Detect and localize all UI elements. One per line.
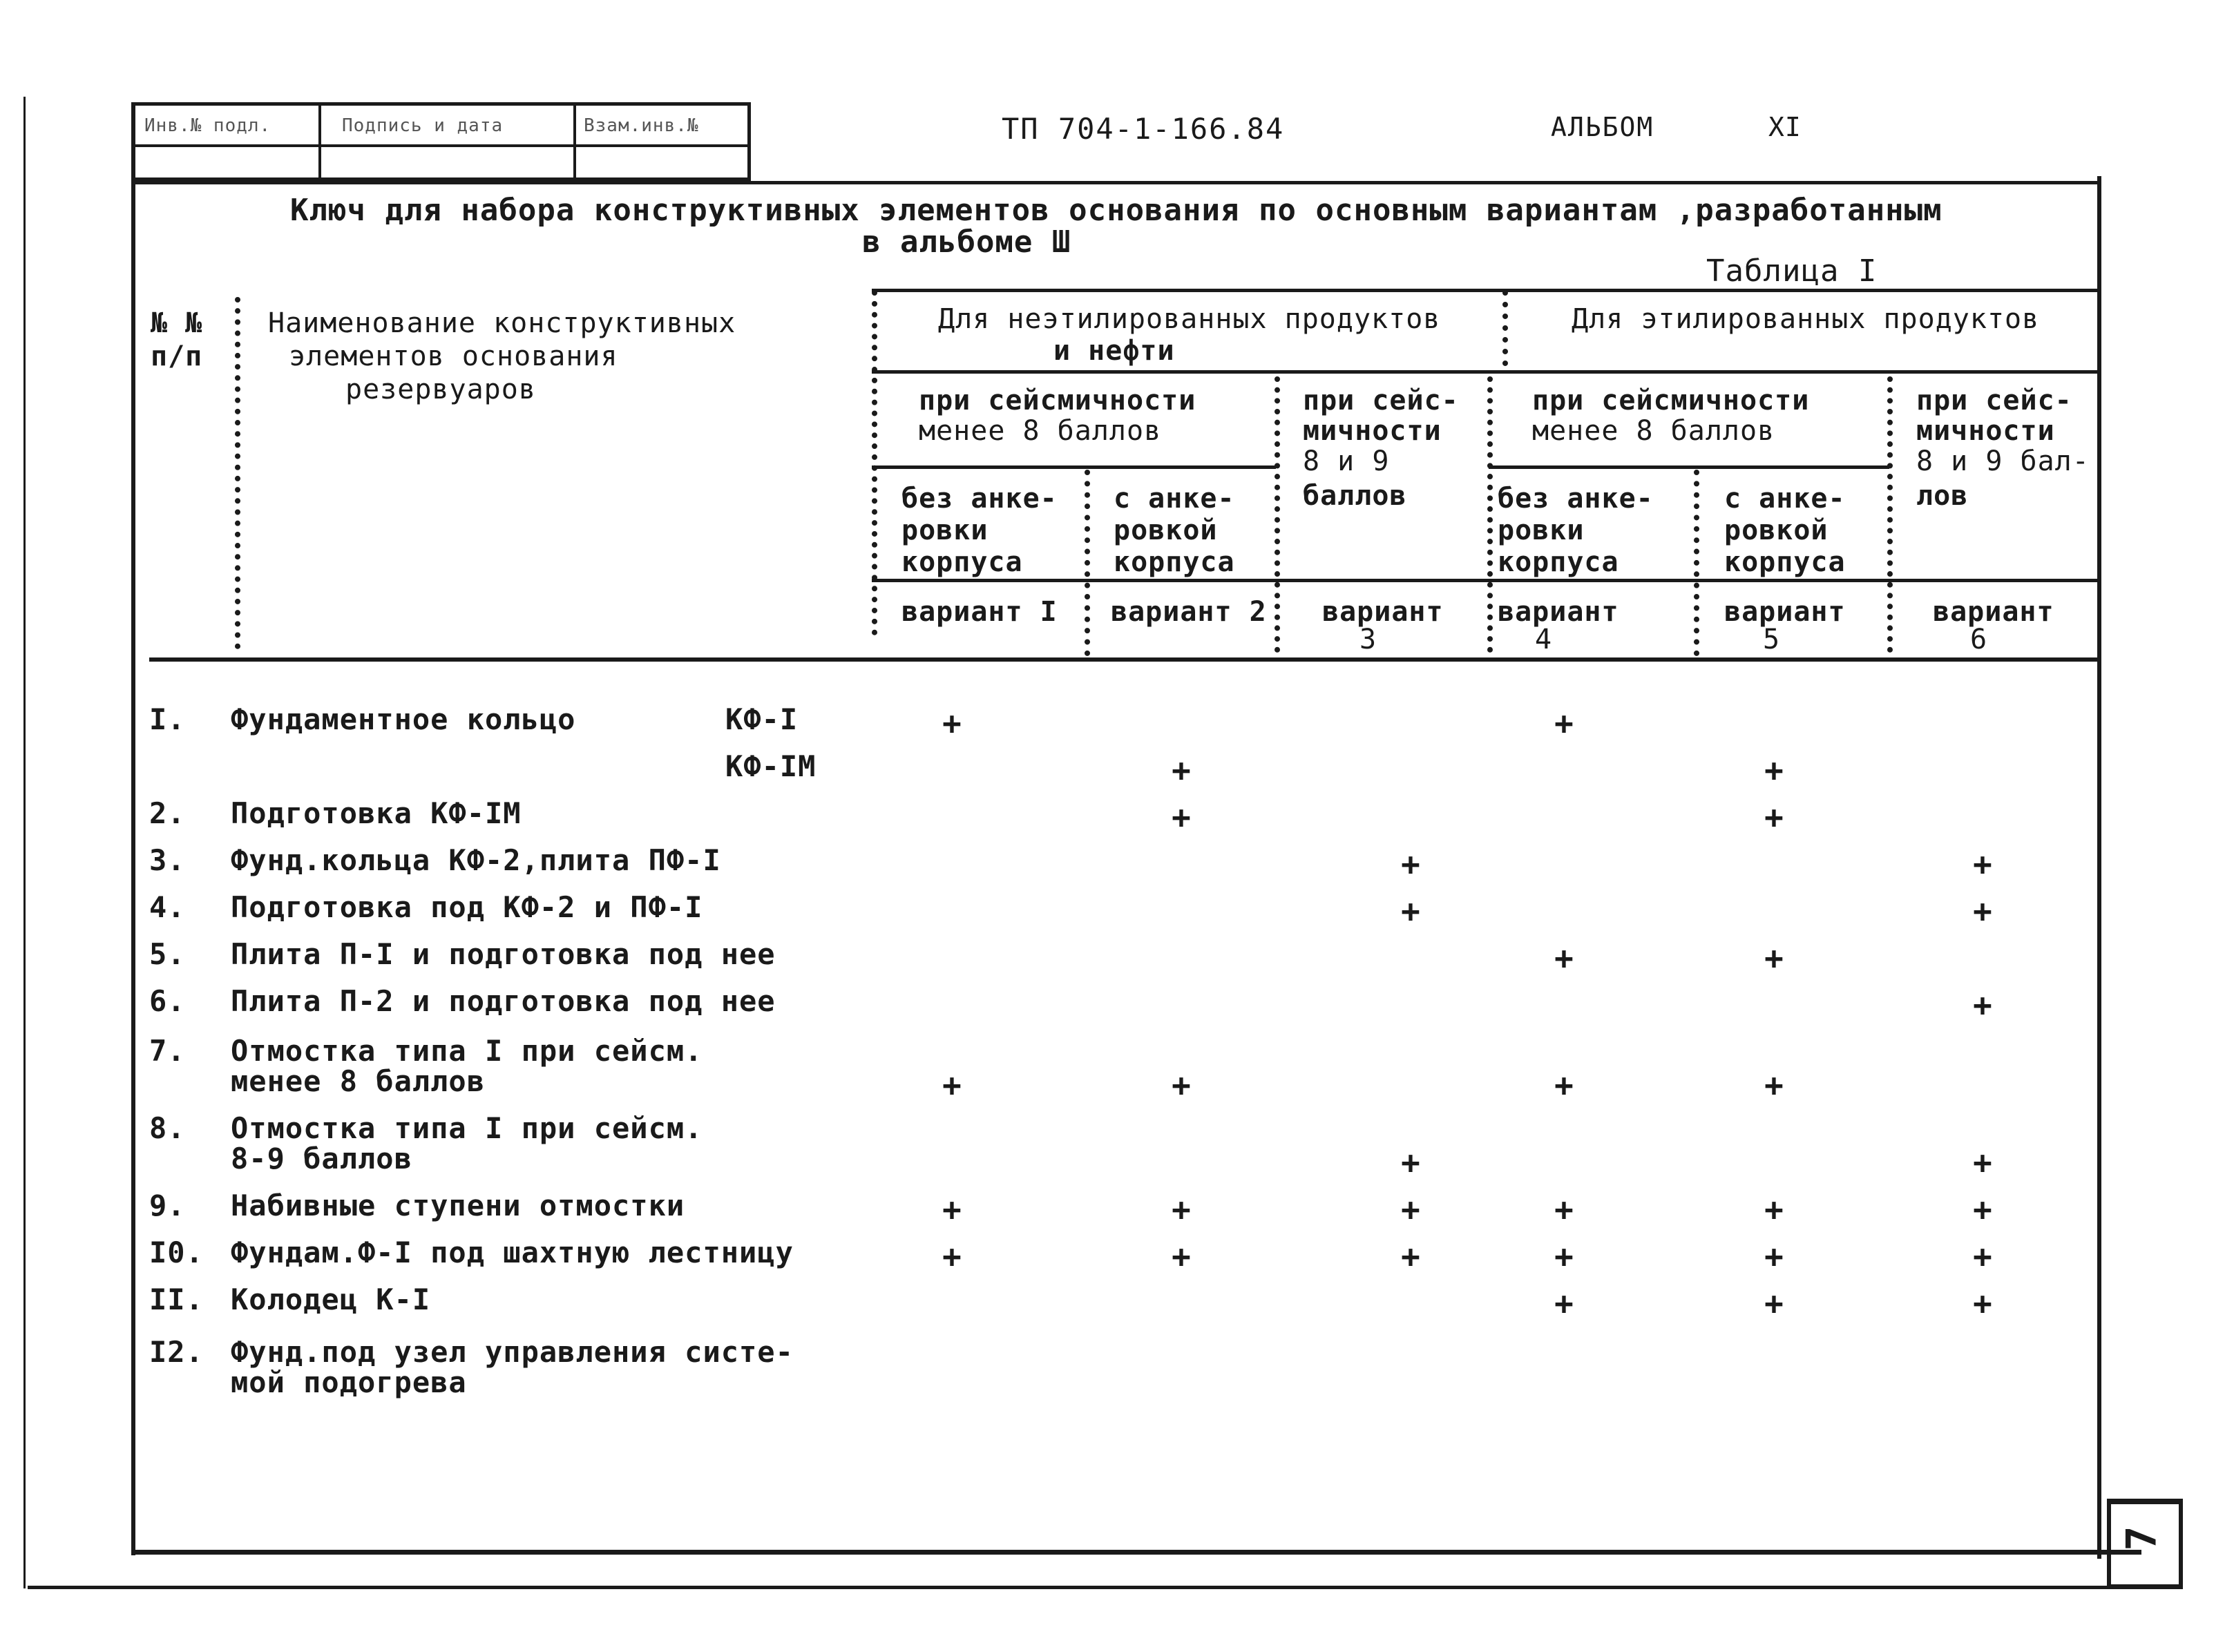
variant-4-mark: + xyxy=(1554,1285,1574,1322)
variant-1-mark: + xyxy=(942,704,962,742)
variant-5-number: 5 xyxy=(1763,624,1781,655)
header-name-line1: Наименование конструктивных xyxy=(268,307,736,339)
row-name-line: Фундаментное кольцо xyxy=(231,702,576,736)
variant-4-mark: + xyxy=(1554,704,1574,742)
row-name-line: Фундам.Ф-I под шахтную лестницу xyxy=(231,1236,794,1269)
variant-1-mark: + xyxy=(942,1238,962,1275)
variant-4-label: вариант xyxy=(1498,596,1619,628)
header-v2-anchor-line3: корпуса xyxy=(1114,546,1235,578)
project-code: ТП 704-1-166.84 xyxy=(1002,112,1285,146)
variant-6-mark: + xyxy=(1973,1285,1992,1322)
header-group-a-line1: Для неэтилированных продуктов xyxy=(938,303,1441,335)
sheet-number: 7 xyxy=(2117,1525,2166,1551)
variant-2-mark: + xyxy=(1172,1238,1191,1275)
variant-1-label: вариант I xyxy=(901,596,1058,628)
variant-5-mark: + xyxy=(1764,1285,1784,1322)
variant-2-mark: + xyxy=(1172,751,1191,789)
header-anchor-rule-b xyxy=(1489,465,1889,469)
row-name-line: 8-9 баллов xyxy=(231,1142,412,1175)
variant-1-mark: + xyxy=(942,1066,962,1104)
row-name-line: Подготовка КФ-IМ xyxy=(231,796,522,830)
header-sub-b2-line3: 8 и 9 бал- xyxy=(1916,445,2090,477)
header-subgroup-rule xyxy=(872,370,2099,374)
stamp-divider-h xyxy=(135,144,750,147)
variant-3-mark: + xyxy=(1401,1191,1420,1228)
row-number: 4. xyxy=(149,890,186,924)
row-number: 6. xyxy=(149,984,186,1018)
header-anchor-rule-a xyxy=(872,465,1276,469)
row-number: 8. xyxy=(149,1111,186,1145)
header-sub-b2-line4: лов xyxy=(1916,480,1969,512)
header-divider-group xyxy=(1502,290,1508,366)
variant-5-mark: + xyxy=(1764,1066,1784,1104)
variant-3-label: вариант xyxy=(1322,596,1444,628)
header-divider-a1-a2 xyxy=(1274,376,1280,653)
header-sub-a1-line2: менее 8 баллов xyxy=(919,415,1162,447)
stamp-divider-v1 xyxy=(318,106,321,182)
variant-6-mark: + xyxy=(1973,845,1992,883)
row-number: II. xyxy=(149,1283,204,1316)
variant-3-mark: + xyxy=(1401,1238,1420,1275)
header-divider-name xyxy=(872,290,877,635)
variant-5-mark: + xyxy=(1764,1238,1784,1275)
row-name-line: Фунд.кольца КФ-2,плита ПФ-I xyxy=(231,843,721,877)
header-v1-anchor-line1: без анке- xyxy=(901,483,1058,515)
frame-top-border xyxy=(131,181,2100,184)
header-v4-anchor-line3: корпуса xyxy=(1498,546,1619,578)
variant-3-number: 3 xyxy=(1359,624,1377,655)
header-sub-b1-line2: менее 8 баллов xyxy=(1532,415,1775,447)
row-name-line: Подготовка под КФ-2 и ПФ-I xyxy=(231,890,703,924)
header-v4-anchor-line2: ровки xyxy=(1498,515,1585,546)
variant-3-mark: + xyxy=(1401,892,1420,930)
header-name-line3: резервуаров xyxy=(345,374,536,405)
stamp-cell-replace: Взам.инв.№ xyxy=(584,115,699,136)
header-v5-anchor-line2: ровкой xyxy=(1724,515,1829,546)
row-code: КФ-I xyxy=(725,702,799,736)
variant-6-mark: + xyxy=(1973,892,1992,930)
row-name-line: Фунд.под узел управления систе- xyxy=(231,1335,794,1369)
header-v1-anchor-line2: ровки xyxy=(901,515,989,546)
variant-3-mark: + xyxy=(1401,845,1420,883)
album-number: XI xyxy=(1768,112,1802,142)
stamp-cell-inv: Инв.№ подл. xyxy=(144,115,271,136)
header-v5-anchor-line3: корпуса xyxy=(1724,546,1846,578)
header-group-b: Для этилированных продуктов xyxy=(1572,303,2040,335)
variant-4-mark: + xyxy=(1554,1191,1574,1228)
header-top-rule xyxy=(872,289,2099,292)
variant-6-mark: + xyxy=(1973,986,1992,1024)
row-number: 2. xyxy=(149,796,186,830)
row-number: 7. xyxy=(149,1034,186,1068)
variant-5-mark: + xyxy=(1764,1191,1784,1228)
stamp-box xyxy=(131,102,751,181)
variant-5-mark: + xyxy=(1764,751,1784,789)
row-number: 9. xyxy=(149,1189,186,1222)
row-name-line: Колодец К-I xyxy=(231,1283,431,1316)
variant-2-mark: + xyxy=(1172,1191,1191,1228)
row-name-line: Отмостка типа I при сейсм. xyxy=(231,1111,703,1145)
variant-6-mark: + xyxy=(1973,1238,1992,1275)
header-sub-a2-line3: 8 и 9 xyxy=(1303,445,1390,477)
variant-4-number: 4 xyxy=(1535,624,1553,655)
variant-2-label: вариант 2 xyxy=(1111,596,1267,628)
variant-5-mark: + xyxy=(1764,798,1784,836)
header-sub-b1-line1: при сейсмичности xyxy=(1532,385,1810,416)
variant-5-mark: + xyxy=(1764,939,1784,977)
header-sub-b2-line1: при сейс- xyxy=(1916,385,2072,416)
header-sub-a1-line1: при сейсмичности xyxy=(919,385,1196,416)
row-name-line: Плита П-2 и подготовка под нее xyxy=(231,984,776,1018)
row-number: 5. xyxy=(149,937,186,971)
row-number: I0. xyxy=(149,1236,204,1269)
table-title-line2: в альбоме Ш xyxy=(862,224,1071,260)
variant-6-number: 6 xyxy=(1970,624,1988,655)
variant-3-mark: + xyxy=(1401,1144,1420,1181)
header-bottom-rule xyxy=(149,657,2099,662)
variant-6-mark: + xyxy=(1973,1191,1992,1228)
variant-4-mark: + xyxy=(1554,1066,1574,1104)
header-variant-rule xyxy=(872,579,2099,582)
variant-4-mark: + xyxy=(1554,1238,1574,1275)
header-sub-b2-line2: мичности xyxy=(1916,415,2055,447)
sheet-bottom-line xyxy=(28,1586,2183,1589)
variant-2-mark: + xyxy=(1172,1066,1191,1104)
variant-1-mark: + xyxy=(942,1191,962,1228)
header-v5-anchor-line1: с анке- xyxy=(1724,483,1846,515)
header-divider-a2-b1 xyxy=(1487,376,1493,653)
header-sub-a2-line2: мичности xyxy=(1303,415,1442,447)
row-number: I2. xyxy=(149,1335,204,1369)
header-divider-v4-v5 xyxy=(1694,470,1699,656)
variant-6-mark: + xyxy=(1973,1144,1992,1181)
variant-5-label: вариант xyxy=(1724,596,1846,628)
header-divider-num xyxy=(235,297,240,649)
header-v2-anchor-line2: ровкой xyxy=(1114,515,1218,546)
header-v4-anchor-line1: без анке- xyxy=(1498,483,1654,515)
variant-6-label: вариант xyxy=(1933,596,2054,628)
variant-2-mark: + xyxy=(1172,798,1191,836)
table-label: Таблица I xyxy=(1706,253,1878,289)
row-name-line: Набивные ступени отмостки xyxy=(231,1189,685,1222)
frame-left-border xyxy=(131,104,135,1555)
header-num-line2: п/п xyxy=(151,340,203,372)
header-sub-a2-line1: при сейс- xyxy=(1303,385,1459,416)
table-title-line1: Ключ для набора конструктивных элементов основания по основным вариантам ,разработанным xyxy=(290,193,1942,228)
row-number: I. xyxy=(149,702,186,736)
header-v2-anchor-line1: с анке- xyxy=(1114,483,1235,515)
header-group-a-line2: и нефти xyxy=(1053,335,1175,367)
frame-bottom-border xyxy=(131,1550,2141,1555)
row-number: 3. xyxy=(149,843,186,877)
sheet-number-box xyxy=(2107,1499,2183,1588)
sheet-left-edge xyxy=(23,97,26,1588)
stamp-cell-signature: Подпись и дата xyxy=(342,115,504,136)
header-divider-v1-v2 xyxy=(1085,470,1090,656)
row-name-line: мой подогрева xyxy=(231,1365,467,1399)
header-divider-b1-b2 xyxy=(1887,376,1893,653)
header-num-line1: № № xyxy=(151,307,203,339)
frame-right-border xyxy=(2097,176,2101,1559)
album-label: АЛЬБОМ xyxy=(1551,112,1654,142)
variant-4-mark: + xyxy=(1554,939,1574,977)
header-v1-anchor-line3: корпуса xyxy=(901,546,1023,578)
header-name-line2: элементов основания xyxy=(289,340,618,372)
header-sub-a2-line4: баллов xyxy=(1303,480,1407,512)
stamp-divider-v2 xyxy=(573,106,576,182)
row-name-line: Отмостка типа I при сейсм. xyxy=(231,1034,703,1068)
row-name-line: Плита П-I и подготовка под нее xyxy=(231,937,776,971)
sheet-number-top-line xyxy=(2107,1500,2183,1504)
row-name-line: менее 8 баллов xyxy=(231,1064,486,1098)
row-code: КФ-IМ xyxy=(725,749,817,783)
